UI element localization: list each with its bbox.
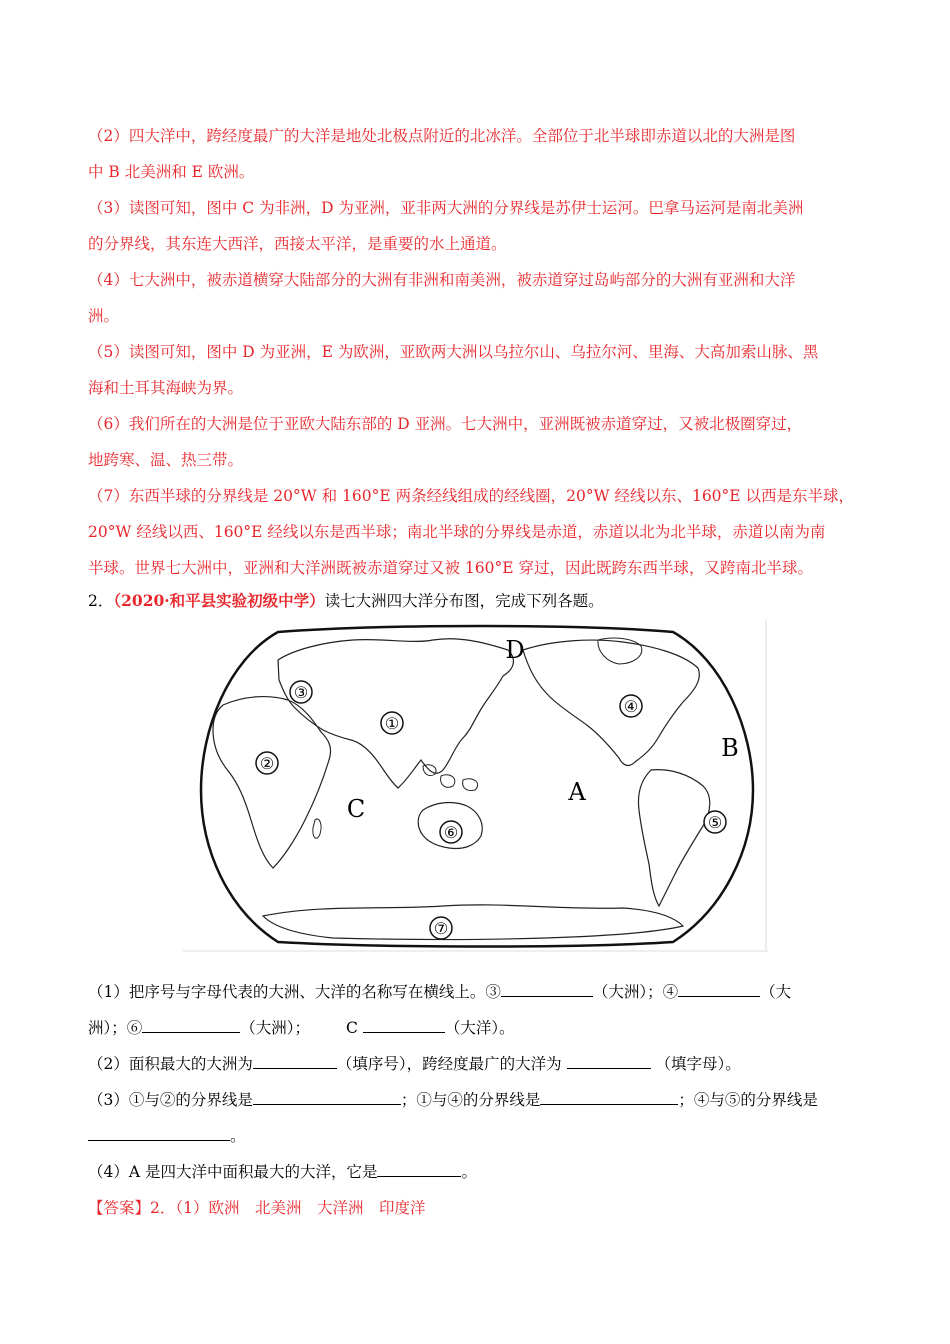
label-C: C bbox=[346, 795, 366, 823]
q3-blank-1[interactable] bbox=[253, 1086, 401, 1105]
label-2-circle bbox=[256, 752, 278, 774]
label-4-circle bbox=[620, 695, 642, 717]
label-5-circle bbox=[704, 811, 726, 833]
q3-line2 bbox=[88, 1118, 878, 1154]
q1-text-e: （大洲）； bbox=[240, 1019, 311, 1037]
q2-text-a: （2）面积最大的大洲为 bbox=[88, 1055, 253, 1073]
q4-text-b: 。 bbox=[461, 1163, 477, 1181]
label-B: B bbox=[721, 734, 739, 762]
q2-text-b: （填序号），跨经度最广的大洋为 bbox=[336, 1055, 562, 1073]
label-A: A bbox=[568, 778, 586, 806]
q2-text-c: （填字母）。 bbox=[655, 1055, 741, 1073]
q2-blank-1[interactable] bbox=[253, 1050, 337, 1069]
label-1-circle bbox=[381, 712, 403, 734]
label-3-circle bbox=[290, 681, 312, 703]
world-map-figure bbox=[183, 620, 768, 952]
label-5: ⑤ bbox=[707, 813, 723, 832]
question-2-header bbox=[88, 583, 878, 619]
explanation-4-line2: 洲。 bbox=[88, 307, 120, 325]
label-2: ② bbox=[259, 754, 275, 773]
world-map bbox=[183, 620, 768, 952]
q1-text-d: 洲）；⑥ bbox=[88, 1019, 143, 1037]
q1-blank-6[interactable] bbox=[142, 1014, 240, 1033]
q3-line1 bbox=[88, 1082, 878, 1118]
explanation-6-line1: （6）我们所在的大洲是位于亚欧大陆东部的 D 亚洲。七大洲中，亚洲既被赤道穿过，又被北极圈穿过， bbox=[88, 415, 803, 433]
explanation-3-line1: （3）读图可知，图中 C 为非洲，D 为亚洲，亚非两大洲的分界线是苏伊士运河。巴拿马运河是南北美洲 bbox=[88, 199, 804, 217]
label-6-circle bbox=[440, 821, 462, 843]
label-7-circle bbox=[430, 917, 452, 939]
label-1: ① bbox=[384, 714, 400, 733]
answer-tag: 【答案】 bbox=[88, 1199, 151, 1217]
q3-text-a: （3）①与②的分界线是 bbox=[88, 1091, 253, 1109]
explanation-7-line2: 20°W 经线以西、160°E 经线以东是西半球；南北半球的分界线是赤道，赤道以北为北半球，赤道以南为南 bbox=[88, 523, 826, 541]
q4-blank[interactable] bbox=[377, 1158, 461, 1177]
q3-blank-3[interactable] bbox=[88, 1122, 230, 1141]
q1-text-c: （大 bbox=[760, 983, 792, 1001]
q3-text-b: ；①与④的分界线是 bbox=[400, 1091, 541, 1109]
label-7: ⑦ bbox=[433, 919, 449, 938]
answer-text: 2．（1）欧洲 北美洲 大洋洲 印度洋 bbox=[150, 1199, 426, 1217]
explanation-2-line2: 中 B 北美洲和 E 欧洲。 bbox=[88, 163, 255, 181]
q3-text-d: 。 bbox=[230, 1127, 246, 1145]
explanation-5-line1: （5）读图可知，图中 D 为亚洲，E 为欧洲，亚欧两大洲以乌拉尔山、乌拉尔河、里海、大高加索山脉、黑 bbox=[88, 343, 819, 361]
q1-text-f: C bbox=[346, 1019, 358, 1037]
explanation-3-line2: 的分界线，其东连大西洋，西接太平洋，是重要的水上通道。 bbox=[88, 235, 507, 253]
q3-blank-2[interactable] bbox=[540, 1086, 678, 1105]
q1-blank-4[interactable] bbox=[678, 978, 760, 997]
q4-text-a: （4）A 是四大洋中面积最大的大洋，它是 bbox=[88, 1163, 378, 1181]
label-6: ⑥ bbox=[443, 823, 459, 842]
question-number: 2． bbox=[88, 592, 114, 610]
q1-text-b: （大洲）；④ bbox=[592, 983, 679, 1001]
q1-blank-C[interactable] bbox=[363, 1014, 445, 1033]
q1-line1 bbox=[88, 974, 878, 1010]
question-source: （2020·和平县实验初级中学） bbox=[113, 591, 325, 610]
q2-line bbox=[88, 1046, 878, 1082]
label-3: ③ bbox=[293, 683, 309, 702]
q2-blank-2[interactable] bbox=[567, 1050, 651, 1069]
q4-line bbox=[88, 1154, 878, 1190]
explanation-block bbox=[88, 118, 878, 586]
label-4: ④ bbox=[623, 697, 639, 716]
explanation-5-line2: 海和土耳其海峡为界。 bbox=[88, 379, 244, 397]
q1-blank-3[interactable] bbox=[501, 978, 593, 997]
sub-questions bbox=[88, 974, 878, 1226]
explanation-4-line1: （4）七大洲中，被赤道横穿大陆部分的大洲有非洲和南美洲，被赤道穿过岛屿部分的大洲有亚洲和大洋 bbox=[88, 271, 796, 289]
q1-line2 bbox=[88, 1010, 878, 1046]
q1-text-a: （1）把序号与字母代表的大洲、大洋的名称写在横线上。③ bbox=[88, 983, 501, 1001]
explanation-2-line1: （2）四大洋中，跨经度最广的大洋是地处北极点附近的北冰洋。全部位于北半球即赤道以北的大洲是图 bbox=[88, 127, 796, 145]
explanation-7-line1: （7）东西半球的分界线是 20°W 和 160°E 两条经线组成的经线圈，20°W 经线以东、160°E 以西是东半球， bbox=[88, 487, 855, 505]
answer-line bbox=[88, 1190, 878, 1226]
explanation-6-line2: 地跨寒、温、热三带。 bbox=[88, 451, 244, 469]
q1-text-g: （大洋）。 bbox=[444, 1019, 515, 1037]
question-text: 读七大洲四大洋分布图，完成下列各题。 bbox=[324, 592, 604, 610]
label-D: D bbox=[505, 636, 525, 664]
explanation-7-line3: 半球。世界七大洲中，亚洲和大洋洲既被赤道穿过又被 160°E 穿过，因此既跨东西半球，又跨南北半球。 bbox=[88, 559, 814, 577]
q3-text-c: ；④与⑤的分界线是 bbox=[678, 1091, 818, 1109]
